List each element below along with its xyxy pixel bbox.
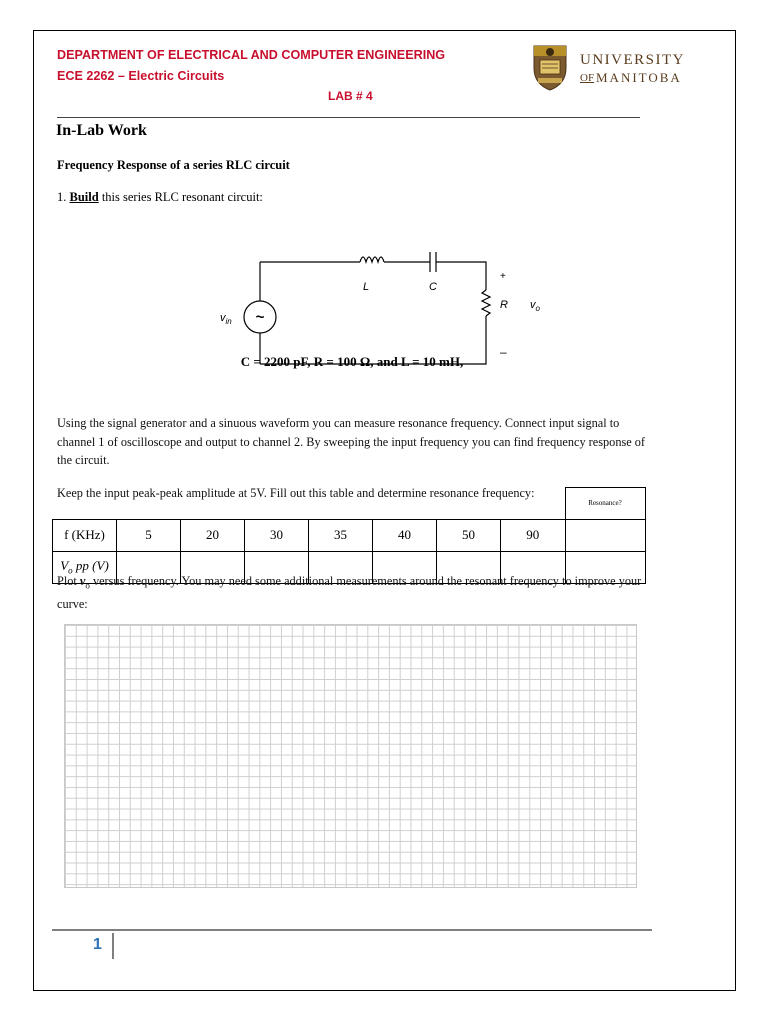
step-1	[57, 190, 263, 205]
source-symbol: ~	[255, 309, 265, 326]
step-number: 1.	[57, 190, 67, 204]
frequency-cell: 20	[181, 519, 245, 551]
resistor-icon	[482, 290, 490, 316]
frequency-cell: 30	[245, 519, 309, 551]
frequency-cell: 40	[373, 519, 437, 551]
instructions-paragraph: Using the signal generator and a sinuous waveform you can measure resonance frequency. Connect input signal to channel 1 of oscilloscope and output to channel 2. By sweeping the input frequency you can find frequency response of the circuit.	[57, 416, 646, 467]
section-title: In-Lab Work	[56, 122, 147, 139]
header-divider	[57, 117, 640, 118]
university-name-line2: MANITOBA	[596, 70, 682, 85]
graph-paper-grid[interactable]	[64, 624, 637, 888]
table-instructions: Keep the input peak-peak amplitude at 5V. Fill out this table and determine resonance frequency:	[57, 486, 535, 500]
course-title: ECE 2262 – Electric Circuits	[57, 69, 225, 83]
frequency-cell: 5	[117, 519, 181, 551]
source-label: $v_{in}$	[220, 312, 232, 326]
rlc-circuit-diagram	[180, 216, 580, 359]
university-name-line1: UNIVERSITY	[580, 52, 685, 68]
wire-top-right	[436, 262, 486, 290]
component-values: C = 2200 pF, R = 100 Ω, and L = 10 mH,	[240, 354, 464, 369]
subsection-title: Frequency Response of a series RLC circuit	[57, 158, 290, 172]
resistor-label: R	[500, 299, 508, 311]
minus-sign: –	[500, 345, 507, 359]
department-title: DEPARTMENT OF ELECTRICAL AND COMPUTER ENGINEERING	[57, 48, 446, 62]
plot-instructions: Plot $v_o$ versus frequency. You may need some additional measurements around the resonant frequency to improve your curve:	[57, 574, 642, 611]
inductor-label: L	[363, 281, 370, 293]
capacitor-label: C	[429, 281, 437, 293]
resonance-frequency-cell[interactable]	[565, 519, 645, 551]
frequency-row-label: f (KHz)	[53, 519, 117, 551]
measurement-table	[52, 487, 646, 584]
frequency-cell: 50	[437, 519, 501, 551]
footer-rule	[52, 929, 652, 931]
output-label: $v_o$	[530, 299, 540, 313]
lab-number: LAB # 4	[328, 89, 373, 103]
inductor-icon	[360, 257, 384, 262]
university-crest-icon	[530, 42, 570, 92]
page-number: 1	[93, 936, 102, 953]
resonance-header: Resonance?	[565, 488, 645, 520]
frequency-cell: 90	[501, 519, 566, 551]
step-verb: Build	[69, 190, 99, 204]
university-name-of: OF	[580, 72, 595, 84]
plus-sign: +	[500, 271, 506, 282]
voltage-row-label: $V_o$ pp (V)	[53, 551, 117, 583]
footer-separator	[112, 933, 114, 959]
frequency-cell: 35	[309, 519, 373, 551]
step-text: this series RLC resonant circuit:	[101, 190, 263, 204]
frequency-row	[53, 519, 646, 551]
capacitor-icon	[430, 252, 436, 272]
